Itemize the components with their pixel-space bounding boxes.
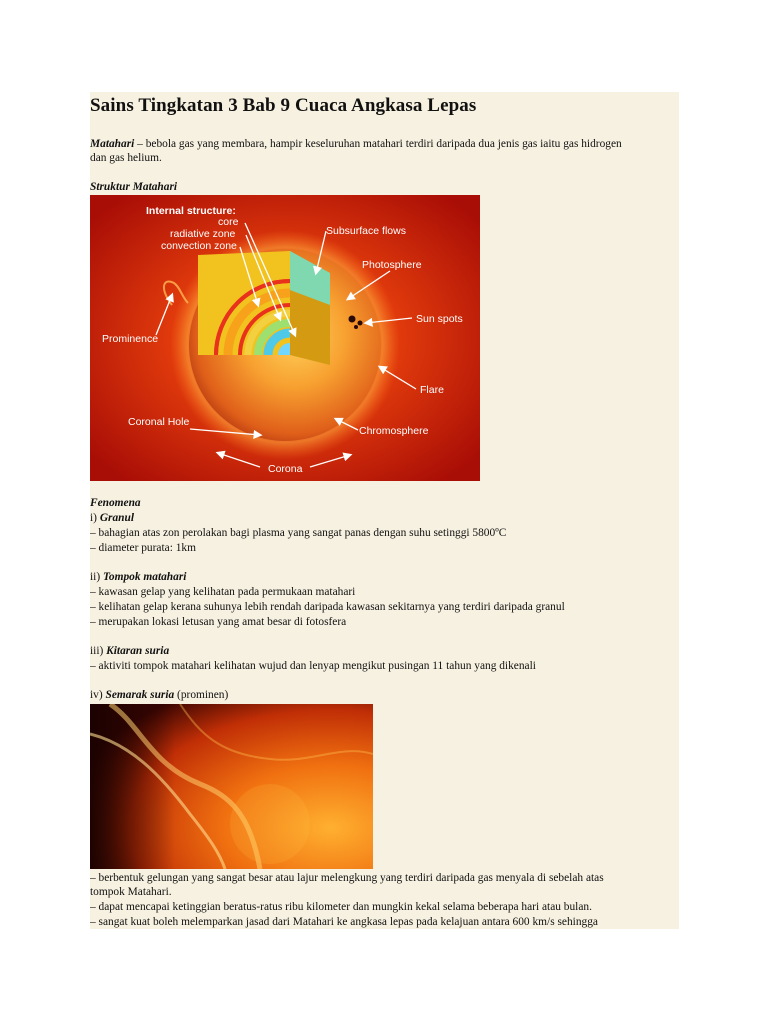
label-coronal-hole: Coronal Hole	[128, 416, 190, 428]
semarak-line-3: – dapat mencapai ketinggian beratus-ratus ribu kilometer dan mungkin kekal selama beberapa hari atau bulan.	[90, 901, 592, 913]
semarak-suffix: (prominen)	[174, 689, 229, 701]
label-prominence: Prominence	[102, 333, 159, 345]
semarak-title: Semarak suria	[105, 689, 175, 701]
granul-line-1: – bahagian atas zon perolakan bagi plasma yang sangat panas dengan suhu setinggi 5800ºC	[90, 527, 507, 539]
semarak-heading	[90, 688, 228, 702]
tompok-line-2: – kelihatan gelap kerana suhunya lebih rendah daripada kawasan sekitarnya yang terdiri daripada granul	[90, 601, 565, 613]
struktur-heading: Struktur Matahari	[90, 181, 178, 193]
label-internal-structure: Internal structure:	[146, 205, 236, 217]
label-convection-zone: convection zone	[161, 240, 237, 252]
prominence-photo	[90, 704, 373, 869]
kitaran-number: iii)	[90, 645, 107, 657]
label-sun-spots: Sun spots	[416, 313, 463, 325]
tompok-line-1: – kawasan gelap yang kelihatan pada permukaan matahari	[90, 586, 356, 598]
label-subsurface-flows: Subsurface flows	[326, 225, 406, 237]
sun-structure-diagram	[90, 195, 480, 481]
semarak-number: iv)	[90, 689, 106, 701]
page-title: Sains Tingkatan 3 Bab 9 Cuaca Angkasa Lepas	[90, 95, 477, 116]
tompok-heading	[90, 570, 186, 584]
intro-line-1: – bebola gas yang membara, hampir keseluruhan matahari terdiri daripada dua jenis gas iaitu gas hidrogen	[134, 138, 622, 150]
tompok-title: Tompok matahari	[102, 571, 187, 583]
document-page	[90, 92, 679, 929]
intro-term: Matahari	[90, 138, 135, 150]
label-corona: Corona	[268, 463, 303, 475]
fenomena-heading: Fenomena	[90, 497, 141, 509]
kitaran-line-1: – aktiviti tompok matahari kelihatan wujud dan lenyap mengikut pusingan 11 tahun yang dikenali	[90, 660, 536, 672]
granul-line-2: – diameter purata: 1km	[90, 542, 196, 554]
semarak-line-4: – sangat kuat boleh melemparkan jasad dari Matahari ke angkasa lepas pada kelajuan antara 600 km/s sehingga	[90, 916, 598, 928]
kitaran-title: Kitaran suria	[106, 645, 170, 657]
label-flare: Flare	[420, 384, 444, 396]
tompok-number: ii)	[90, 571, 103, 583]
label-photosphere: Photosphere	[362, 259, 422, 271]
granul-heading	[90, 511, 134, 525]
label-core: core	[218, 216, 239, 228]
intro-paragraph	[90, 137, 622, 151]
intro-line-2: dan gas helium.	[90, 152, 162, 164]
semarak-line-1: – berbentuk gelungan yang sangat besar atau lajur melengkung yang terdiri daripada gas menyala di sebelah atas	[90, 872, 604, 884]
label-chromosphere: Chromosphere	[359, 425, 429, 437]
kitaran-heading	[90, 644, 169, 658]
granul-number: i)	[90, 512, 100, 524]
tompok-line-3: – merupakan lokasi letusan yang amat besar di fotosfera	[90, 616, 347, 628]
semarak-line-2: tompok Matahari.	[90, 886, 172, 898]
granul-title: Granul	[99, 512, 135, 524]
label-radiative-zone: radiative zone	[170, 228, 236, 240]
